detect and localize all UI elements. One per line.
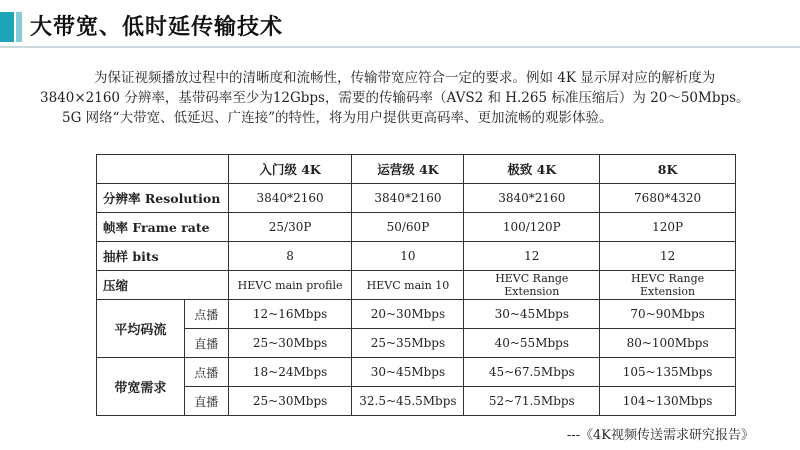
group-label-avg-bitrate: 平均码流 — [97, 300, 185, 358]
header-corner — [97, 155, 229, 184]
table-cell: 12 — [600, 242, 736, 271]
table-cell: 3840*2160 — [228, 184, 352, 213]
intro-paragraph-1: 为保证视频播放过程中的清晰度和流畅性，传输带宽应符合一定的要求。例如 4K 显示屏对应的解析度为 3840×2160 分辨率，基带码率至少为12Gbps，需要的传输码率（AVS2 和 H.265 标准压缩后）为 20～50Mbps。 — [40, 70, 750, 106]
table-cell: 104~130Mbps — [600, 387, 736, 416]
table-cell: HEVC main profile — [228, 271, 352, 300]
sub-label-vod: 点播 — [184, 300, 228, 329]
group-label-bandwidth: 带宽需求 — [97, 358, 185, 416]
table-cell: 10 — [352, 242, 464, 271]
table-cell: 50/60P — [352, 213, 464, 242]
table-cell: 105~135Mbps — [600, 358, 736, 387]
header-entry-4k: 入门级 4K — [228, 155, 352, 184]
table-cell: 100/120P — [464, 213, 600, 242]
row-label-frame-rate: 帧率 Frame rate — [97, 213, 229, 242]
table-cell: 8 — [228, 242, 352, 271]
table-cell: 52~71.5Mbps — [464, 387, 600, 416]
table-cell: 12 — [464, 242, 600, 271]
table-row — [97, 358, 736, 387]
intro-paragraph-2: 5G 网络“大带宽、低延迟、广连接”的特性，将为用户提供更高码率、更加流畅的观影体验。 — [62, 110, 613, 126]
row-label-bits: 抽样 bits — [97, 242, 229, 271]
title-accent-bar-secondary — [16, 12, 22, 42]
slide-title: 大带宽、低时延传输技术 — [30, 15, 284, 40]
table-row — [97, 242, 736, 271]
table-cell: 25/30P — [228, 213, 352, 242]
table-cell: 7680*4320 — [600, 184, 736, 213]
table-cell: 12~16Mbps — [228, 300, 352, 329]
table-cell: 70~90Mbps — [600, 300, 736, 329]
table-cell: 30~45Mbps — [352, 358, 464, 387]
table-cell: 30~45Mbps — [464, 300, 600, 329]
table-cell: 25~30Mbps — [228, 329, 352, 358]
header-8k: 8K — [600, 155, 736, 184]
title-divider — [0, 46, 800, 48]
table-cell: 32.5~45.5Mbps — [352, 387, 464, 416]
table-cell: 18~24Mbps — [228, 358, 352, 387]
table-row — [97, 271, 736, 300]
sub-label-vod: 点播 — [184, 358, 228, 387]
sub-label-live: 直播 — [184, 329, 228, 358]
table-cell: 25~35Mbps — [352, 329, 464, 358]
table-header-row — [97, 155, 736, 184]
table-row — [97, 300, 736, 329]
table-cell: 80~100Mbps — [600, 329, 736, 358]
table-cell: 20~30Mbps — [352, 300, 464, 329]
table-cell: HEVC main 10 — [352, 271, 464, 300]
sub-label-live: 直播 — [184, 387, 228, 416]
table-cell: 25~30Mbps — [228, 387, 352, 416]
row-label-resolution: 分辨率 Resolution — [97, 184, 229, 213]
row-label-compression: 压缩 — [97, 271, 229, 300]
spec-table — [96, 154, 736, 416]
header-operator-4k: 运营级 4K — [352, 155, 464, 184]
table-cell: 120P — [600, 213, 736, 242]
table-cell: HEVC Range Extension — [464, 271, 600, 300]
table-row — [97, 184, 736, 213]
table-row — [97, 213, 736, 242]
source-citation: ---《4K视频传送需求研究报告》 — [566, 428, 754, 443]
intro-text — [40, 68, 760, 128]
table-cell: 3840*2160 — [352, 184, 464, 213]
header-ultimate-4k: 极致 4K — [464, 155, 600, 184]
title-accent-bar — [0, 12, 14, 42]
table-row — [97, 329, 736, 358]
table-cell: 3840*2160 — [464, 184, 600, 213]
table-cell: 40~55Mbps — [464, 329, 600, 358]
table-cell: 45~67.5Mbps — [464, 358, 600, 387]
table-cell: HEVC Range Extension — [600, 271, 736, 300]
table-row — [97, 387, 736, 416]
